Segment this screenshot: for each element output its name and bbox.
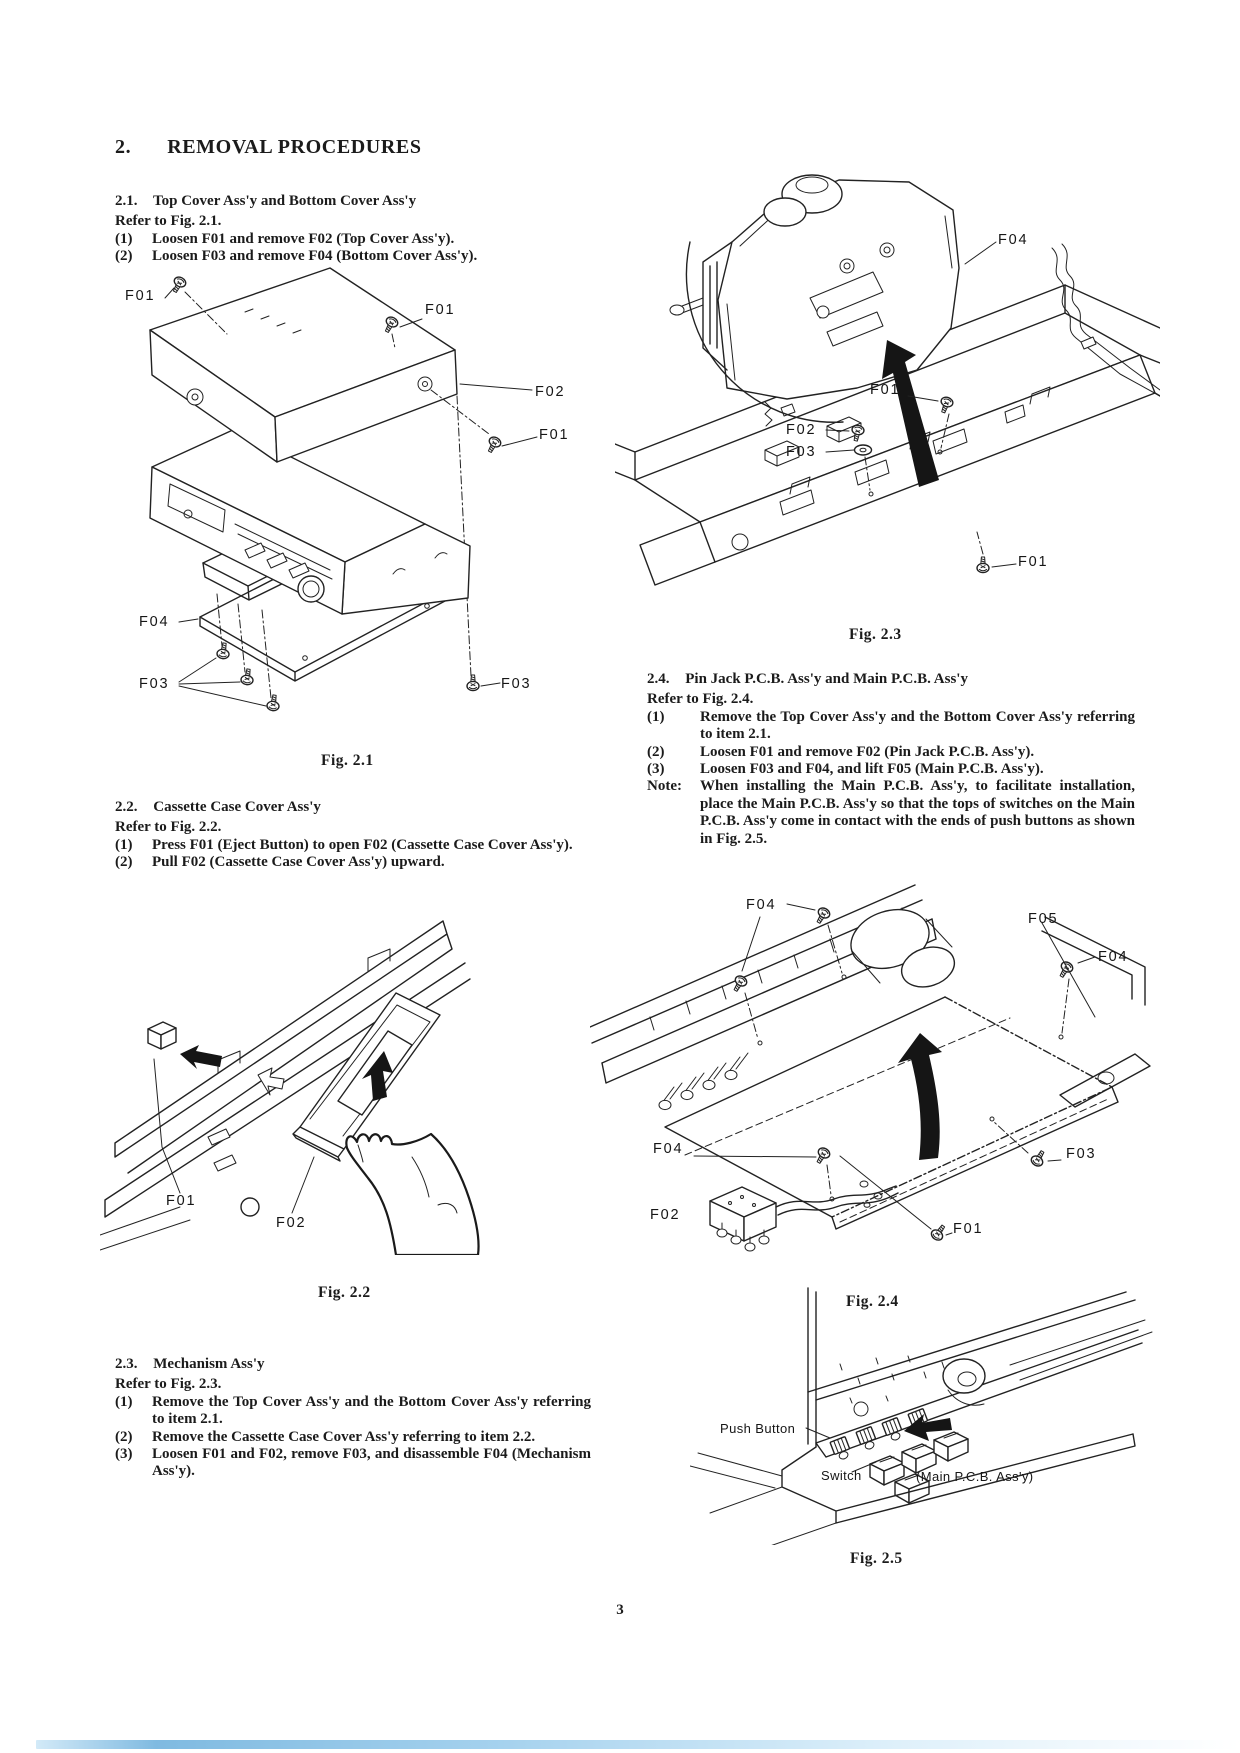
step-text: Loosen F03 and remove F04 (Bottom Cover Ass'y). (152, 248, 478, 265)
step-number: (2) (115, 1428, 133, 1445)
fig24-label-f04-right: F04 (1098, 949, 1129, 965)
section-2-1-heading (115, 193, 591, 210)
figure-2-5 (690, 1280, 1160, 1580)
fig21-label-f03-right: F03 (501, 676, 532, 692)
section-2-4 (647, 671, 1135, 848)
note-label: Note: (647, 778, 682, 795)
fig24-label-f02: F02 (650, 1207, 681, 1223)
section-2-1 (115, 193, 591, 266)
fig25-drawing (690, 1280, 1160, 1545)
fig24-label-f03: F03 (1066, 1146, 1097, 1162)
note-text: When installing the Main P.C.B. Ass'y, to facilitate installation, place the Main P.C.B. Ass'y so that the tops of switches on the Main P.C.B. Ass'y come in contact with the ends of push buttons as shown in Fig. 2.5. (700, 778, 1135, 847)
lift-arrow-icon (898, 1033, 942, 1160)
step-text: Pull F02 (Cassette Case Cover Ass'y) upward. (152, 854, 445, 871)
section-2-3-heading (115, 1356, 591, 1373)
fig21-label-f01-right: F01 (539, 427, 570, 443)
fig21-label-f04: F04 (139, 614, 170, 630)
fig21-caption: Fig. 2.1 (321, 752, 374, 769)
figure-2-1 (95, 262, 575, 777)
fig25-caption: Fig. 2.5 (850, 1550, 903, 1567)
step-text: Remove the Cassette Case Cover Ass'y referring to item 2.2. (152, 1428, 536, 1445)
step-3 (115, 1446, 591, 1481)
fig22-label-f02: F02 (276, 1215, 307, 1231)
fig23-label-f04: F04 (998, 232, 1029, 248)
fig24-label-f04-left: F04 (746, 897, 777, 913)
page-number: 3 (616, 1602, 624, 1618)
step-1 (115, 837, 591, 854)
press-arrow-icon (180, 1045, 222, 1069)
fig25-label-main-pcb: (Main P.C.B. Ass'y) (916, 1469, 1034, 1484)
step-1 (115, 231, 591, 248)
section-2-3 (115, 1356, 591, 1481)
fig23-label-f02: F02 (786, 422, 817, 438)
fig21-drawing (95, 262, 570, 772)
section-number: 2.4. (647, 671, 670, 687)
section-title: Cassette Case Cover Ass'y (153, 799, 321, 815)
refer-line: Refer to Fig. 2.4. (647, 691, 754, 708)
step-number: (1) (115, 1393, 133, 1410)
fig24-caption: Fig. 2.4 (846, 1293, 899, 1310)
step-2 (647, 744, 1135, 761)
fig23-caption: Fig. 2.3 (849, 626, 902, 643)
page-bottom-scan-tint (36, 1740, 1240, 1749)
step-text: Loosen F01 and remove F02 (Top Cover Ass'y). (152, 230, 455, 247)
hand-illustration (346, 1134, 478, 1255)
step-text: Loosen F03 and F04, and lift F05 (Main P.C.B. Ass'y). (700, 761, 1044, 778)
refer-line: Refer to Fig. 2.3. (115, 1376, 222, 1393)
fig21-label-f02: F02 (535, 384, 566, 400)
step-1 (647, 709, 1135, 744)
step-number: (2) (115, 248, 133, 265)
section-title: Mechanism Ass'y (153, 1356, 265, 1372)
fig23-label-f03: F03 (786, 444, 817, 460)
step-3 (647, 761, 1135, 778)
fig24-label-f05: F05 (1028, 911, 1059, 927)
figure-2-4 (590, 855, 1160, 1325)
step-text: Remove the Top Cover Ass'y and the Bottom Cover Ass'y referring to item 2.1. (700, 708, 1135, 743)
figure-2-3 (615, 150, 1160, 650)
fig25-label-switch: Switch (821, 1468, 862, 1483)
section-title: Pin Jack P.C.B. Ass'y and Main P.C.B. Ass'y (685, 671, 968, 687)
fig25-label-push-button: Push Button (720, 1421, 796, 1436)
section-title: Top Cover Ass'y and Bottom Cover Ass'y (152, 193, 417, 209)
fig24-label-f04-bottom: F04 (653, 1141, 684, 1157)
step-number: (1) (647, 708, 665, 725)
step-text: Press F01 (Eject Button) to open F02 (Cassette Case Cover Ass'y). (152, 836, 573, 853)
fig24-label-f01: F01 (953, 1221, 984, 1237)
section-2-2 (115, 799, 591, 872)
figure-2-2 (100, 905, 565, 1315)
refer-line: Refer to Fig. 2.1. (115, 213, 222, 230)
step-2 (115, 854, 591, 871)
step-1 (115, 1394, 591, 1429)
section-number: 2.3. (115, 1356, 138, 1372)
step-text: Loosen F01 and F02, remove F03, and disassemble F04 (Mechanism Ass'y). (152, 1446, 591, 1480)
page-title-number: 2. (115, 136, 132, 158)
page-title-text: REMOVAL PROCEDURES (167, 136, 422, 158)
fig23-label-f01-bottom: F01 (1018, 554, 1049, 570)
note (647, 778, 1135, 848)
step-2 (115, 1429, 591, 1446)
section-number: 2.1. (115, 193, 138, 209)
section-2-2-heading (115, 799, 591, 816)
step-text: Loosen F01 and remove F02 (Pin Jack P.C.B. Ass'y). (700, 743, 1035, 760)
fig22-label-f01: F01 (166, 1193, 197, 1209)
step-number: (3) (115, 1446, 133, 1463)
step-number: (1) (115, 230, 133, 247)
fig23-label-f01-top: F01 (870, 382, 901, 398)
section-2-4-heading (647, 671, 1135, 688)
fig21-label-f03-left: F03 (139, 676, 170, 692)
step-number: (3) (647, 761, 665, 778)
page-title (115, 136, 422, 159)
washer-icon (855, 445, 872, 455)
step-number: (2) (115, 854, 133, 871)
step-number: (2) (647, 743, 665, 760)
fig22-caption: Fig. 2.2 (318, 1284, 371, 1301)
refer-line: Refer to Fig. 2.2. (115, 819, 222, 836)
step-text: Remove the Top Cover Ass'y and the Bottom Cover Ass'y referring to item 2.1. (152, 1393, 591, 1428)
section-number: 2.2. (115, 799, 138, 815)
fig21-label-f01-top: F01 (425, 302, 456, 318)
step-number: (1) (115, 836, 133, 853)
fig21-label-f01-left: F01 (125, 288, 156, 304)
